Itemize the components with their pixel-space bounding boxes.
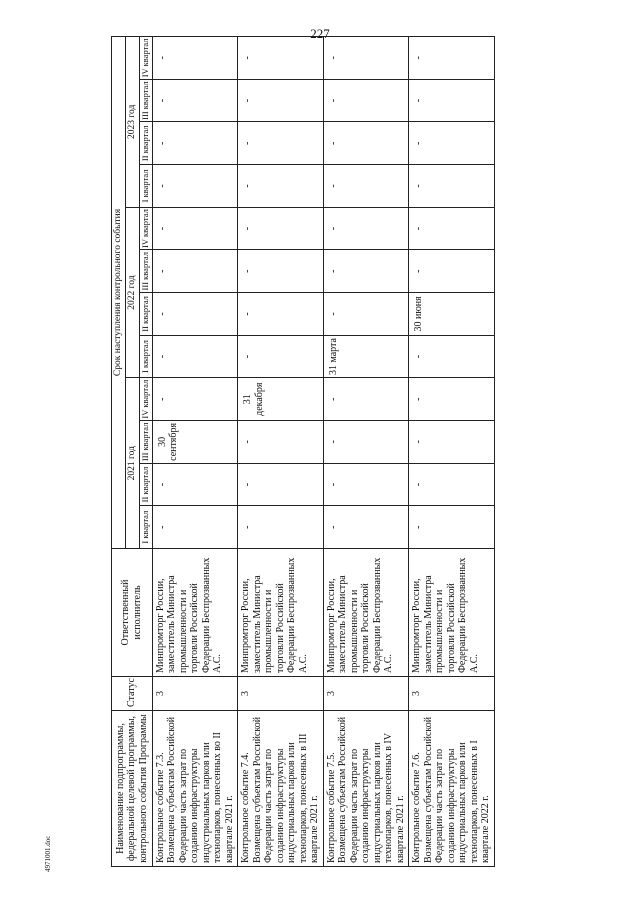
header-quarter: III квартал: [139, 79, 152, 122]
deadline-cell: -: [238, 165, 324, 208]
deadline-cell: -: [323, 207, 409, 250]
deadline-cell: -: [323, 463, 409, 506]
table-row: [152, 36, 238, 866]
rotated-table-sheet: [111, 37, 631, 867]
header-quarter: I квартал: [139, 335, 152, 378]
deadline-cell: -: [323, 250, 409, 293]
deadline-cell: -: [409, 79, 495, 122]
event-status: 3: [409, 677, 495, 711]
event-responsible: Минпромторг России, заместитель Министра промышленности и торговли Российской Федерации Беспрозванных А.С.: [152, 549, 238, 677]
header-quarter: III квартал: [139, 421, 152, 464]
deadline-cell: -: [238, 506, 324, 549]
deadline-cell: -: [323, 165, 409, 208]
event-responsible: Минпромторг России, заместитель Министра промышленности и торговли Российской Федерации Беспрозванных А.С.: [238, 549, 324, 677]
deadline-cell: -: [238, 293, 324, 336]
event-responsible: Минпромторг России, заместитель Министра промышленности и торговли Российской Федерации Беспрозванных А.С.: [323, 549, 409, 677]
deadline-cell: -: [152, 207, 238, 250]
deadline-cell: -: [238, 207, 324, 250]
event-responsible: Минпромторг России, заместитель Министра промышленности и торговли Российской Федерации Беспрозванных А.С.: [409, 549, 495, 677]
deadline-cell: -: [152, 79, 238, 122]
deadline-cell: 31 декабря: [238, 378, 324, 421]
deadline-cell: -: [152, 250, 238, 293]
deadline-cell: -: [323, 122, 409, 165]
deadline-cell: -: [152, 378, 238, 421]
header-status: Статус: [112, 677, 153, 711]
deadline-cell: -: [323, 36, 409, 79]
deadline-cell: -: [409, 463, 495, 506]
deadline-cell: -: [152, 463, 238, 506]
header-quarter: I квартал: [139, 506, 152, 549]
header-year: 2022 год: [125, 207, 139, 378]
deadline-cell: -: [152, 36, 238, 79]
header-quarter: II квартал: [139, 293, 152, 336]
header-quarter: IV квартал: [139, 378, 152, 421]
deadline-cell: 30 июня: [409, 293, 495, 336]
deadline-cell: -: [409, 421, 495, 464]
deadline-cell: -: [238, 250, 324, 293]
event-status: 3: [238, 677, 324, 711]
deadline-cell: -: [409, 335, 495, 378]
deadline-cell: -: [152, 506, 238, 549]
table-body: [152, 36, 494, 866]
document-file-id: 4971001.doc: [44, 835, 52, 872]
deadline-cell: -: [323, 421, 409, 464]
header-deadline: Срок наступления контрольного события: [112, 36, 126, 548]
deadline-cell: -: [238, 36, 324, 79]
deadline-cell: -: [152, 165, 238, 208]
deadline-cell: -: [323, 378, 409, 421]
event-name: Контрольное событие 7.3. Возмещена субъектам Российской Федерации часть затрат по созданию инфраструктуры индустриальных парков или технопарков, понесенных во II квартале 2021 г.: [152, 711, 238, 867]
header-quarter: II квартал: [139, 122, 152, 165]
event-name: Контрольное событие 7.5. Возмещена субъектам Российской Федерации часть затрат по созданию инфраструктуры индустриальных парков или технопарков, понесенных в IV квартале 2021 г.: [323, 711, 409, 867]
deadline-cell: -: [409, 250, 495, 293]
table-row: [323, 36, 409, 866]
deadline-cell: 30 сентября: [152, 421, 238, 464]
deadline-cell: -: [409, 122, 495, 165]
deadline-cell: -: [409, 36, 495, 79]
deadline-cell: -: [152, 335, 238, 378]
deadline-cell: -: [152, 293, 238, 336]
deadline-cell: -: [409, 165, 495, 208]
header-quarter: III квартал: [139, 250, 152, 293]
deadline-cell: -: [238, 79, 324, 122]
event-status: 3: [152, 677, 238, 711]
control-events-table: [111, 36, 495, 867]
deadline-cell: -: [409, 207, 495, 250]
header-quarter: II квартал: [139, 463, 152, 506]
deadline-cell: -: [323, 79, 409, 122]
page-number: 227: [310, 26, 330, 41]
header-quarter: IV квартал: [139, 207, 152, 250]
deadline-cell: -: [238, 122, 324, 165]
event-name: Контрольное событие 7.6. Возмещена субъектам Российской Федерации часть затрат по созданию инфраструктуры индустриальных парков или технопарков, понесенных в I квартале 2022 г.: [409, 711, 495, 867]
deadline-cell: -: [238, 463, 324, 506]
deadline-cell: -: [409, 506, 495, 549]
deadline-cell: 31 марта: [323, 335, 409, 378]
event-status: 3: [323, 677, 409, 711]
header-name: Наименование подпрограммы, федеральной целевой программы, контрольного события Программы: [112, 711, 153, 867]
table-row: [238, 36, 324, 866]
header-responsible: Ответственный исполнитель: [112, 549, 153, 677]
header-quarter: IV квартал: [139, 36, 152, 79]
event-name: Контрольное событие 7.4. Возмещена субъектам Российской Федерации часть затрат по созданию инфраструктуры индустриальных парков или технопарков, понесенных в III квартале 2021 г.: [238, 711, 324, 867]
deadline-cell: -: [323, 506, 409, 549]
header-year: 2023 год: [125, 36, 139, 207]
deadline-cell: -: [323, 293, 409, 336]
deadline-cell: -: [152, 122, 238, 165]
header-year: 2021 год: [125, 378, 139, 549]
deadline-cell: -: [409, 378, 495, 421]
header-quarter: I квартал: [139, 165, 152, 208]
deadline-cell: -: [238, 421, 324, 464]
table-row: [409, 36, 495, 866]
deadline-cell: -: [238, 335, 324, 378]
